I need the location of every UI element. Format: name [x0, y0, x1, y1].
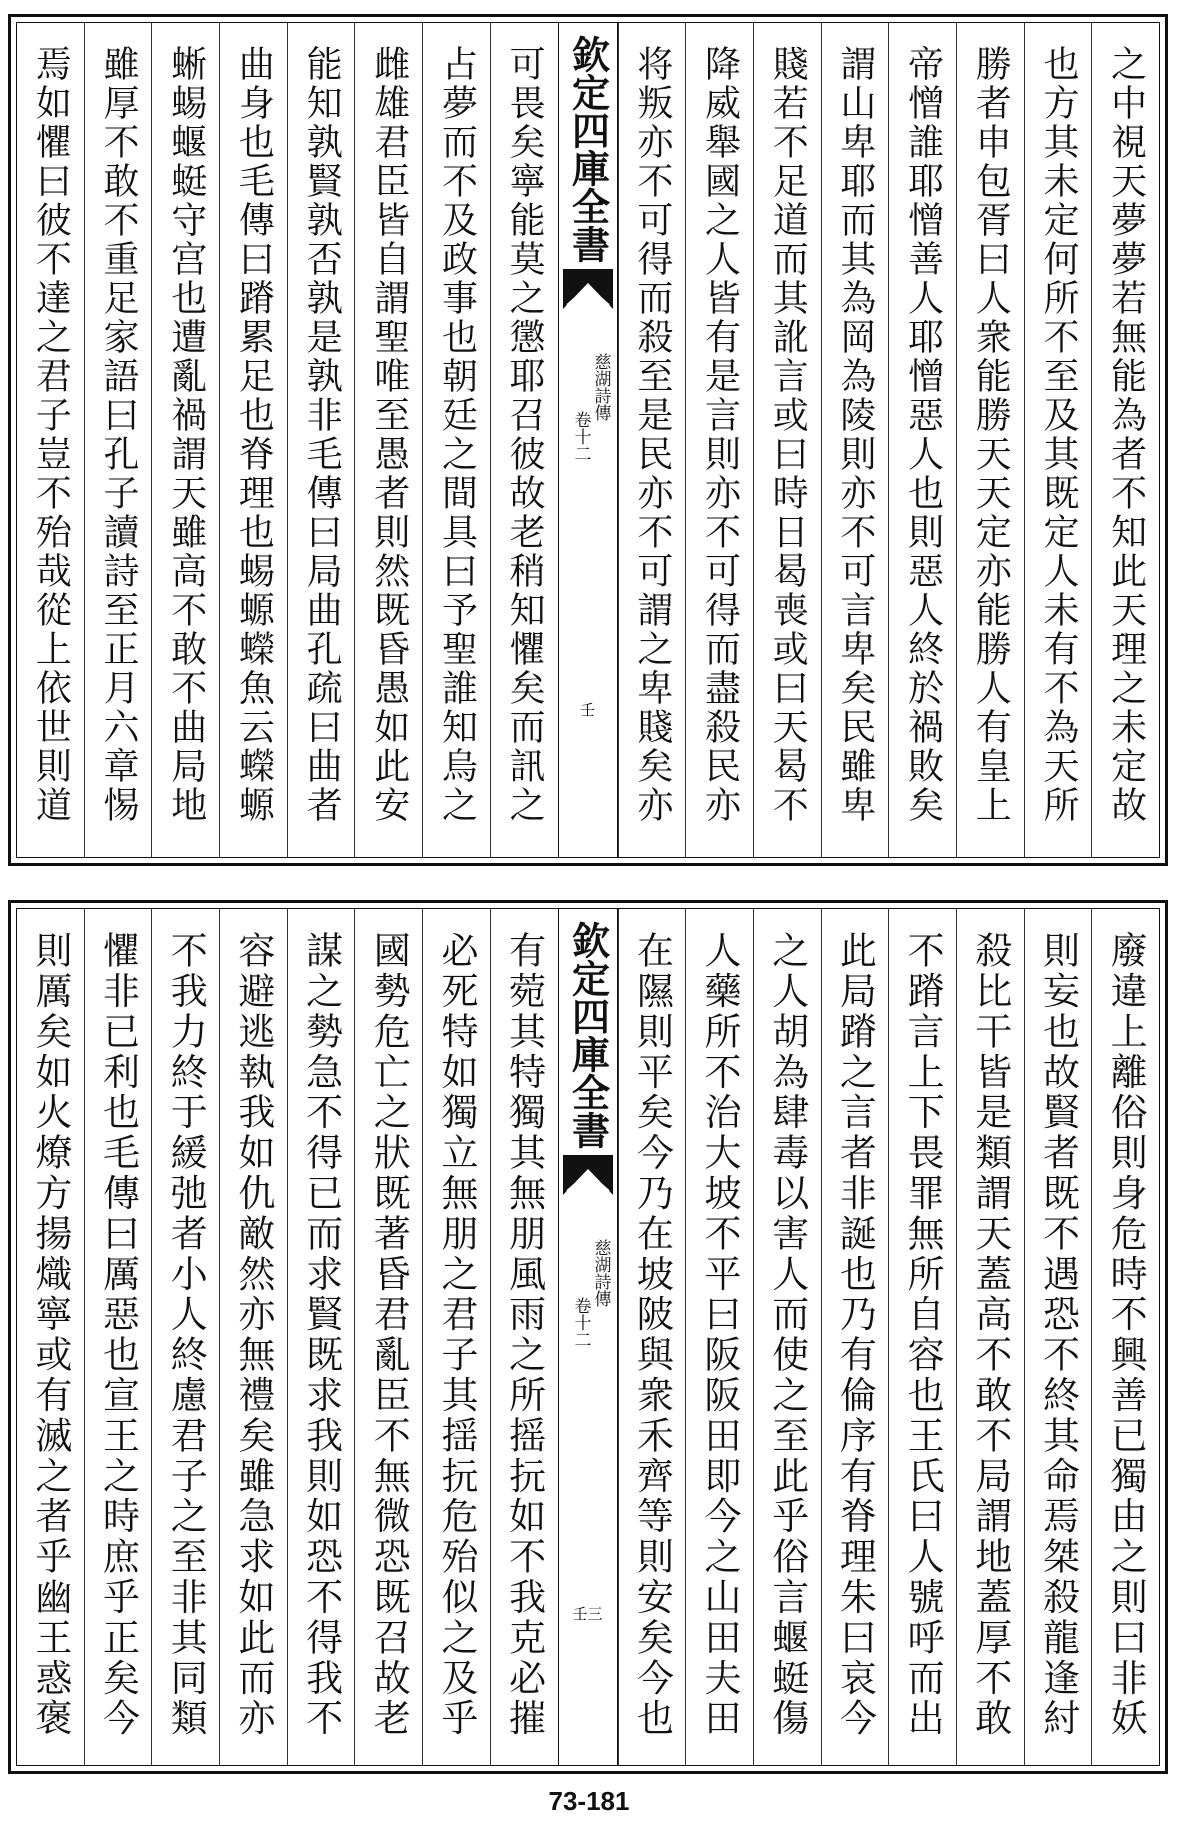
- text-column: [151, 23, 219, 857]
- column-text: 此局蹐之言者非誕也乃有倫序有脊理朱曰哀今: [833, 931, 877, 1739]
- column-text: 之中視天夢夢若無能為者不知此天理之未定故: [1105, 45, 1147, 825]
- column-text: 不我力終于緩弛者小人終慮君子之至非其同類: [164, 931, 208, 1739]
- text-column: [956, 23, 1024, 857]
- volume-label: 卷十二: [570, 411, 591, 462]
- column-text: 能知孰賢孰否孰是孰非毛傳曰局曲孔疏曰曲者: [301, 45, 343, 825]
- text-column: [1091, 23, 1159, 857]
- upper-page: [8, 14, 1168, 866]
- text-column: [618, 909, 686, 1765]
- column-text: 賤若不足道而其訛言或曰時日曷喪或曰天曷不: [767, 45, 809, 825]
- text-column: [753, 23, 821, 857]
- lower-page: [8, 900, 1168, 1774]
- page-number: 73-181: [548, 1786, 630, 1816]
- text-column: [821, 23, 889, 857]
- column-text: 之人胡為肆毒以害人而使之至此乎俗言蝘蜓傷: [765, 931, 809, 1739]
- text-column: [422, 23, 490, 857]
- column-text: 廢違上離俗則身危時不興善已獨由之則曰非妖: [1104, 931, 1148, 1739]
- column-text: 不蹐言上下畏罪無所自容也王氏曰人號呼而出: [901, 931, 945, 1739]
- text-column: [1024, 23, 1092, 857]
- text-column: [1024, 909, 1092, 1765]
- text-column: [17, 23, 84, 857]
- column-text: 蜥蜴蝘蜓守宫也遭亂禍謂天雖高不敢不曲局地: [165, 45, 207, 825]
- text-columns: [17, 909, 1159, 1765]
- text-column: [490, 909, 558, 1765]
- column-text: 懼非已利也毛傳曰厲惡也宣王之時庶乎正矣今: [96, 931, 140, 1739]
- center-fold-column: [558, 23, 618, 857]
- column-text: 雌雄君臣皆自謂聖唯至愚者則然既昏愚如此安: [368, 45, 410, 825]
- column-text: 則厲矣如火燎方揚熾寧或有滅之者乎幽王惑褒: [28, 931, 72, 1739]
- column-text: 則妄也故賢者既不遇恐不終其命焉桀殺龍逢紂: [1036, 931, 1080, 1739]
- text-column: [84, 909, 152, 1765]
- volume-label: 卷十二: [570, 1297, 591, 1348]
- fish-tail-mark-icon: [563, 269, 613, 311]
- text-column: [287, 23, 355, 857]
- book-title: 慈湖詩傳: [590, 353, 611, 421]
- text-column: [821, 909, 889, 1765]
- text-column: [490, 23, 558, 857]
- column-text: 帝憎誰耶憎善人耶憎惡人也則惡人終於禍敗矣: [902, 45, 944, 825]
- text-column: [17, 909, 84, 1765]
- text-column: [956, 909, 1024, 1765]
- text-column: [84, 23, 152, 857]
- collection-title: 欽定四庫全書: [565, 35, 611, 263]
- center-fold-column: [558, 909, 618, 1765]
- column-text: 謂山卑耶而其為岡為陵則亦不可言卑矣民雖卑: [834, 45, 876, 825]
- column-text: 将叛亦不可得而殺至是民亦不可謂之卑賤矣亦: [631, 45, 673, 825]
- text-column: [287, 909, 355, 1765]
- column-text: 謀之勢急不得已而求賢既求我則如恐不得我不: [299, 931, 343, 1739]
- page-frame: [16, 22, 1160, 858]
- column-text: 在隰則平矣今乃在坡陂與衆禾齊等則安矣今也: [630, 931, 674, 1739]
- text-column: [618, 23, 686, 857]
- text-column: [1091, 909, 1159, 1765]
- column-text: 也方其未定何所不至及其既定人未有不為天所: [1037, 45, 1079, 825]
- column-text: 曲身也毛傳曰蹐累足也脊理也蜴螈蠑魚云蠑螈: [233, 45, 275, 825]
- column-text: 勝者申包胥曰人衆能勝天天定亦能勝人有皇上: [970, 45, 1012, 825]
- column-text: 占夢而不及政事也朝廷之間具曰予聖誰知烏之: [436, 45, 478, 825]
- text-column: [354, 909, 422, 1765]
- text-column: [219, 23, 287, 857]
- text-column: [422, 909, 490, 1765]
- text-column: [151, 909, 219, 1765]
- column-text: 人藥所不治大坡不平曰阪阪田即今之山田夫田: [698, 931, 742, 1739]
- text-columns: [17, 23, 1159, 857]
- column-text: 有菀其特獨其無朋風雨之所摇抏如不我克必摧: [502, 931, 546, 1739]
- text-column: [888, 23, 956, 857]
- text-column: [753, 909, 821, 1765]
- text-column: [888, 909, 956, 1765]
- column-text: 雖厚不敢不重足家語曰孔子讀詩至正月六章惕: [98, 45, 140, 825]
- text-column: [354, 23, 422, 857]
- page-frame: [16, 908, 1160, 1766]
- column-text: 國勢危亡之狀既著昏君亂臣不無微恐既召故老: [367, 931, 411, 1739]
- column-text: 降威舉國之人皆有是言則亦不可得而盡殺民亦: [699, 45, 741, 825]
- column-text: 焉如懼曰彼不達之君子豈不殆哉從上依世則道: [30, 45, 72, 825]
- text-column: [685, 23, 753, 857]
- text-column: [219, 909, 287, 1765]
- fish-tail-mark-icon: [563, 1155, 613, 1197]
- folio-number: 壬: [579, 701, 595, 719]
- column-text: 容避逃執我如仇敵然亦無禮矣雖急求如此而亦: [231, 931, 275, 1739]
- text-column: [685, 909, 753, 1765]
- folio-number: 壬三: [572, 1605, 603, 1623]
- column-text: 殺比干皆是類謂天蓋高不敢不局謂地蓋厚不敢: [968, 931, 1012, 1739]
- book-title: 慈湖詩傳: [590, 1239, 611, 1307]
- column-text: 可畏矣寧能莫之懲耶召彼故老稍知懼矣而訊之: [504, 45, 546, 825]
- collection-title: 欽定四庫全書: [565, 921, 611, 1149]
- column-text: 必死特如獨立無朋之君子其揺抏危殆似之及乎: [434, 931, 478, 1739]
